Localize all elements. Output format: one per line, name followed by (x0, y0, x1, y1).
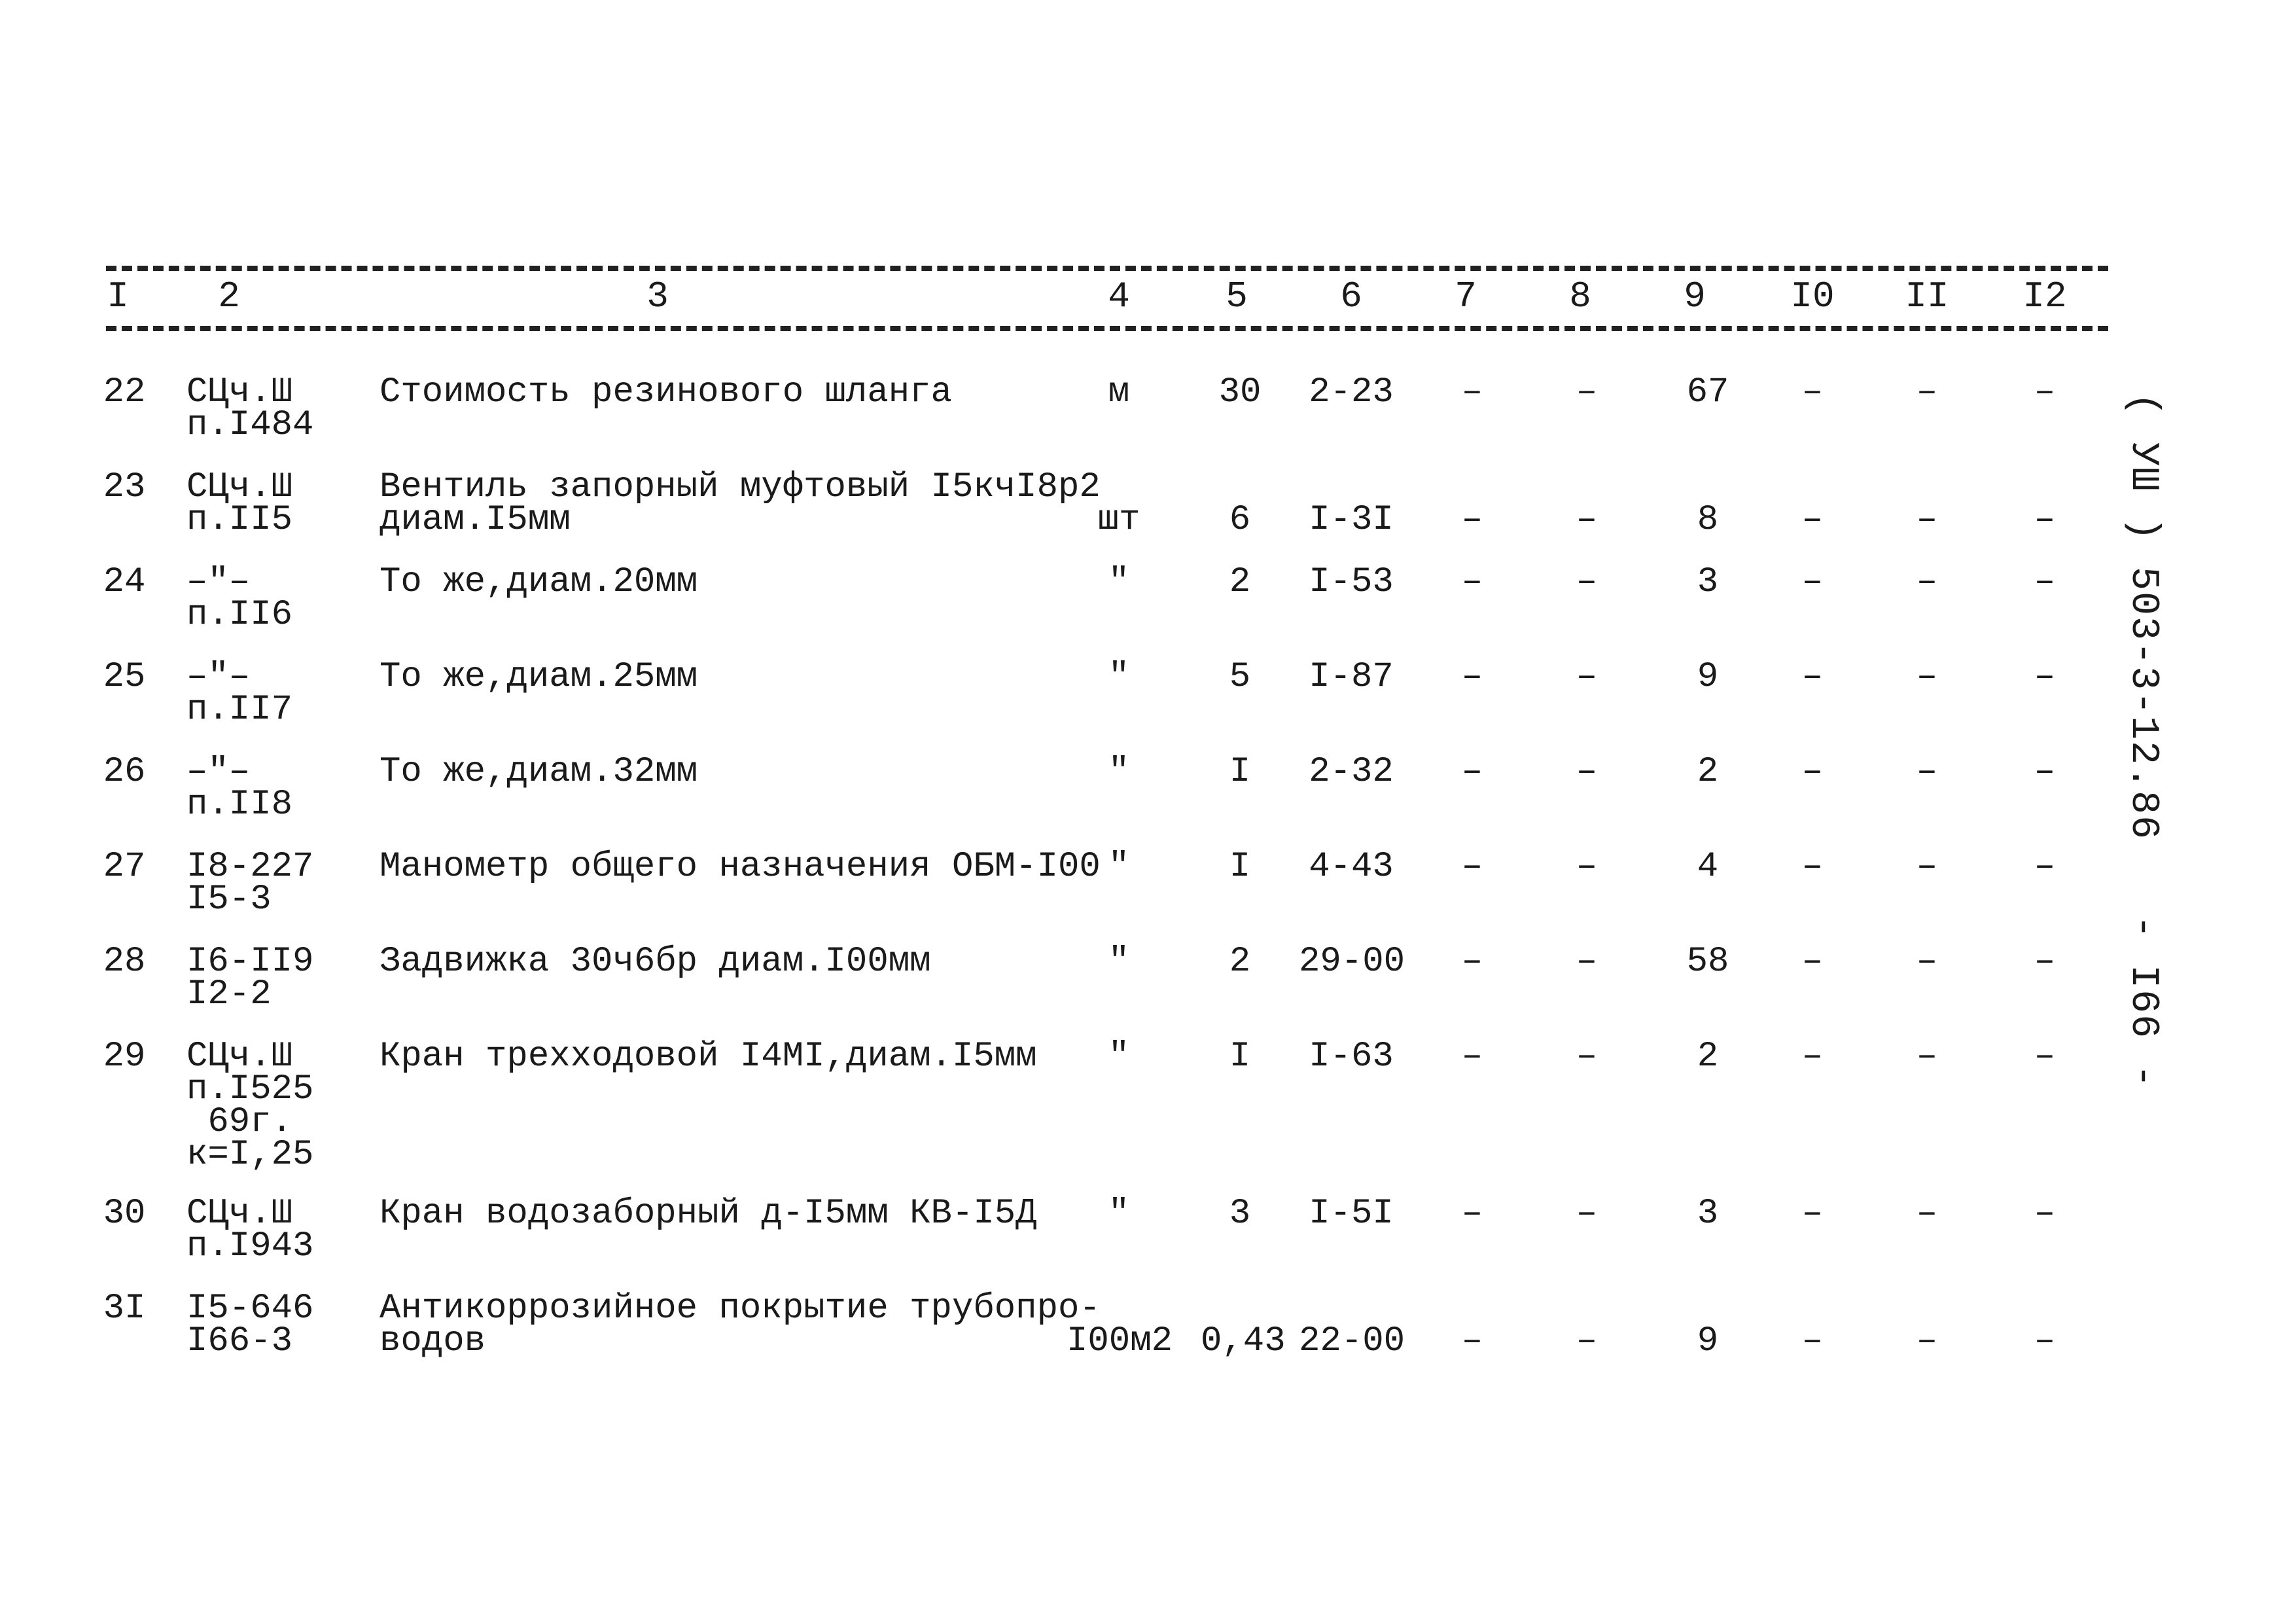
row-unit: м (1108, 372, 1130, 412)
row-price: I-87 (1309, 657, 1394, 697)
row-col8: – (1576, 500, 1598, 540)
row-col12: – (2034, 847, 2056, 887)
row-qty: 2 (1229, 562, 1251, 602)
row-number: 23 (103, 467, 146, 507)
row-col12: – (2034, 500, 2056, 540)
row-col10: – (1801, 752, 1824, 792)
row-col12: – (2034, 1037, 2056, 1077)
row-unit: " (1108, 657, 1130, 697)
col-header-9: 9 (1684, 276, 1706, 317)
row-col8: – (1576, 942, 1598, 982)
row-price: I-53 (1309, 562, 1394, 602)
row-col8: – (1576, 562, 1598, 602)
col-header-12: I2 (2022, 276, 2067, 317)
row-price: 29-00 (1299, 942, 1405, 982)
row-col9: 8 (1697, 500, 1719, 540)
col-header-3: 3 (646, 276, 669, 317)
row-col9: 67 (1686, 372, 1729, 412)
row-price: 4-43 (1309, 847, 1394, 887)
row-code: СЦч.Ш п.II5 (186, 467, 293, 540)
row-name: Антикоррозийное покрытие трубопро- водов (380, 1289, 1101, 1361)
row-number: 22 (103, 372, 146, 412)
row-number: 30 (103, 1194, 146, 1234)
col-header-4: 4 (1108, 276, 1130, 317)
row-col9: 58 (1686, 942, 1729, 982)
row-code: –"– п.II7 (186, 657, 293, 730)
row-name: То же,диам.25мм (380, 657, 698, 697)
row-col11: – (1916, 1194, 1938, 1234)
row-number: 24 (103, 562, 146, 602)
row-col9: 2 (1697, 1037, 1719, 1077)
row-col9: 9 (1697, 657, 1719, 697)
row-code: СЦч.Ш п.I943 (186, 1194, 314, 1266)
row-col11: – (1916, 847, 1938, 887)
row-col9: 3 (1697, 562, 1719, 602)
row-col12: – (2034, 562, 2056, 602)
row-col11: – (1916, 1037, 1938, 1077)
row-code: I8-227 I5-3 (186, 847, 314, 919)
row-price: I-5I (1309, 1194, 1394, 1234)
row-col11: – (1916, 942, 1938, 982)
row-col8: – (1576, 657, 1598, 697)
row-col11: – (1916, 562, 1938, 602)
row-col8: – (1576, 847, 1598, 887)
row-col10: – (1801, 372, 1824, 412)
row-col8: – (1576, 1037, 1598, 1077)
row-col10: – (1801, 1321, 1824, 1361)
row-code: I6-II9 I2-2 (186, 942, 314, 1014)
row-unit: шт (1097, 500, 1140, 540)
row-name: Манометр общего назначения ОБМ-I00 (380, 847, 1101, 887)
row-price: I-63 (1309, 1037, 1394, 1077)
row-number: 29 (103, 1037, 146, 1077)
row-col7: – (1461, 1037, 1483, 1077)
row-unit: " (1108, 752, 1130, 792)
top-rule (106, 266, 2108, 271)
col-header-10: I0 (1790, 276, 1835, 317)
row-unit: I00м2 (1067, 1321, 1173, 1361)
row-col11: – (1916, 1321, 1938, 1361)
row-unit: " (1108, 1037, 1130, 1077)
row-col10: – (1801, 657, 1824, 697)
row-price: 2-23 (1309, 372, 1394, 412)
row-col12: – (2034, 657, 2056, 697)
row-col12: – (2034, 1194, 2056, 1234)
row-col7: – (1461, 1194, 1483, 1234)
row-col7: – (1461, 1321, 1483, 1361)
row-name: То же,диам.32мм (380, 752, 698, 792)
row-col10: – (1801, 1037, 1824, 1077)
row-col7: – (1461, 752, 1483, 792)
row-col10: – (1801, 562, 1824, 602)
page-reference: ( УШ ) 503-3-12.86 - I66 - (2121, 393, 2165, 1090)
row-col9: 2 (1697, 752, 1719, 792)
row-col9: 9 (1697, 1321, 1719, 1361)
col-header-6: 6 (1340, 276, 1362, 317)
col-header-5: 5 (1226, 276, 1248, 317)
col-header-2: 2 (218, 276, 240, 317)
row-col8: – (1576, 752, 1598, 792)
row-price: I-3I (1309, 500, 1394, 540)
row-name: Задвижка 30ч6бр диам.I00мм (380, 942, 931, 982)
row-code: –"– п.II6 (186, 562, 293, 635)
row-col12: – (2034, 372, 2056, 412)
row-col8: – (1576, 1321, 1598, 1361)
col-header-11: II (1905, 276, 1949, 317)
row-qty: I (1229, 752, 1251, 792)
row-code: СЦч.Ш п.I525 69г. к=I,25 (186, 1037, 314, 1175)
row-col11: – (1916, 657, 1938, 697)
row-number: 28 (103, 942, 146, 982)
row-col7: – (1461, 847, 1483, 887)
row-name: Вентиль запорный муфтовый I5кчI8р2 диам.I5мм (380, 467, 1101, 540)
row-col11: – (1916, 752, 1938, 792)
row-qty: 0,43 (1201, 1321, 1286, 1361)
row-code: СЦч.Ш п.I484 (186, 372, 314, 445)
row-col10: – (1801, 942, 1824, 982)
col-header-8: 8 (1569, 276, 1591, 317)
row-number: 26 (103, 752, 146, 792)
row-qty: 5 (1229, 657, 1251, 697)
row-qty: 30 (1218, 372, 1262, 412)
row-name: Стоимость резинового шланга (380, 372, 952, 412)
row-col10: – (1801, 847, 1824, 887)
row-col12: – (2034, 942, 2056, 982)
row-col9: 3 (1697, 1194, 1719, 1234)
row-number: 27 (103, 847, 146, 887)
row-col12: – (2034, 752, 2056, 792)
row-col7: – (1461, 562, 1483, 602)
row-name: То же,диам.20мм (380, 562, 698, 602)
row-col7: – (1461, 372, 1483, 412)
row-qty: 6 (1229, 500, 1251, 540)
row-col12: – (2034, 1321, 2056, 1361)
row-col10: – (1801, 1194, 1824, 1234)
row-price: 2-32 (1309, 752, 1394, 792)
row-price: 22-00 (1299, 1321, 1405, 1361)
row-qty: I (1229, 847, 1251, 887)
row-name: Кран водозаборный д-I5мм КВ-I5Д (380, 1194, 1037, 1234)
row-col8: – (1576, 372, 1598, 412)
row-number: 3I (103, 1289, 146, 1329)
row-col8: – (1576, 1194, 1598, 1234)
row-code: I5-646 I66-3 (186, 1289, 314, 1361)
col-header-1: I (107, 276, 129, 317)
row-col10: – (1801, 500, 1824, 540)
row-col11: – (1916, 372, 1938, 412)
row-name: Кран трехходовой I4МI,диам.I5мм (380, 1037, 1037, 1077)
row-qty: I (1229, 1037, 1251, 1077)
row-qty: 2 (1229, 942, 1251, 982)
row-col7: – (1461, 500, 1483, 540)
row-col11: – (1916, 500, 1938, 540)
row-code: –"– п.II8 (186, 752, 293, 825)
row-col7: – (1461, 657, 1483, 697)
row-col9: 4 (1697, 847, 1719, 887)
row-number: 25 (103, 657, 146, 697)
header-rule (106, 326, 2108, 331)
row-unit: " (1108, 1194, 1130, 1234)
row-unit: " (1108, 562, 1130, 602)
row-unit: " (1108, 847, 1130, 887)
row-col7: – (1461, 942, 1483, 982)
col-header-7: 7 (1455, 276, 1477, 317)
row-qty: 3 (1229, 1194, 1251, 1234)
row-unit: " (1108, 942, 1130, 982)
